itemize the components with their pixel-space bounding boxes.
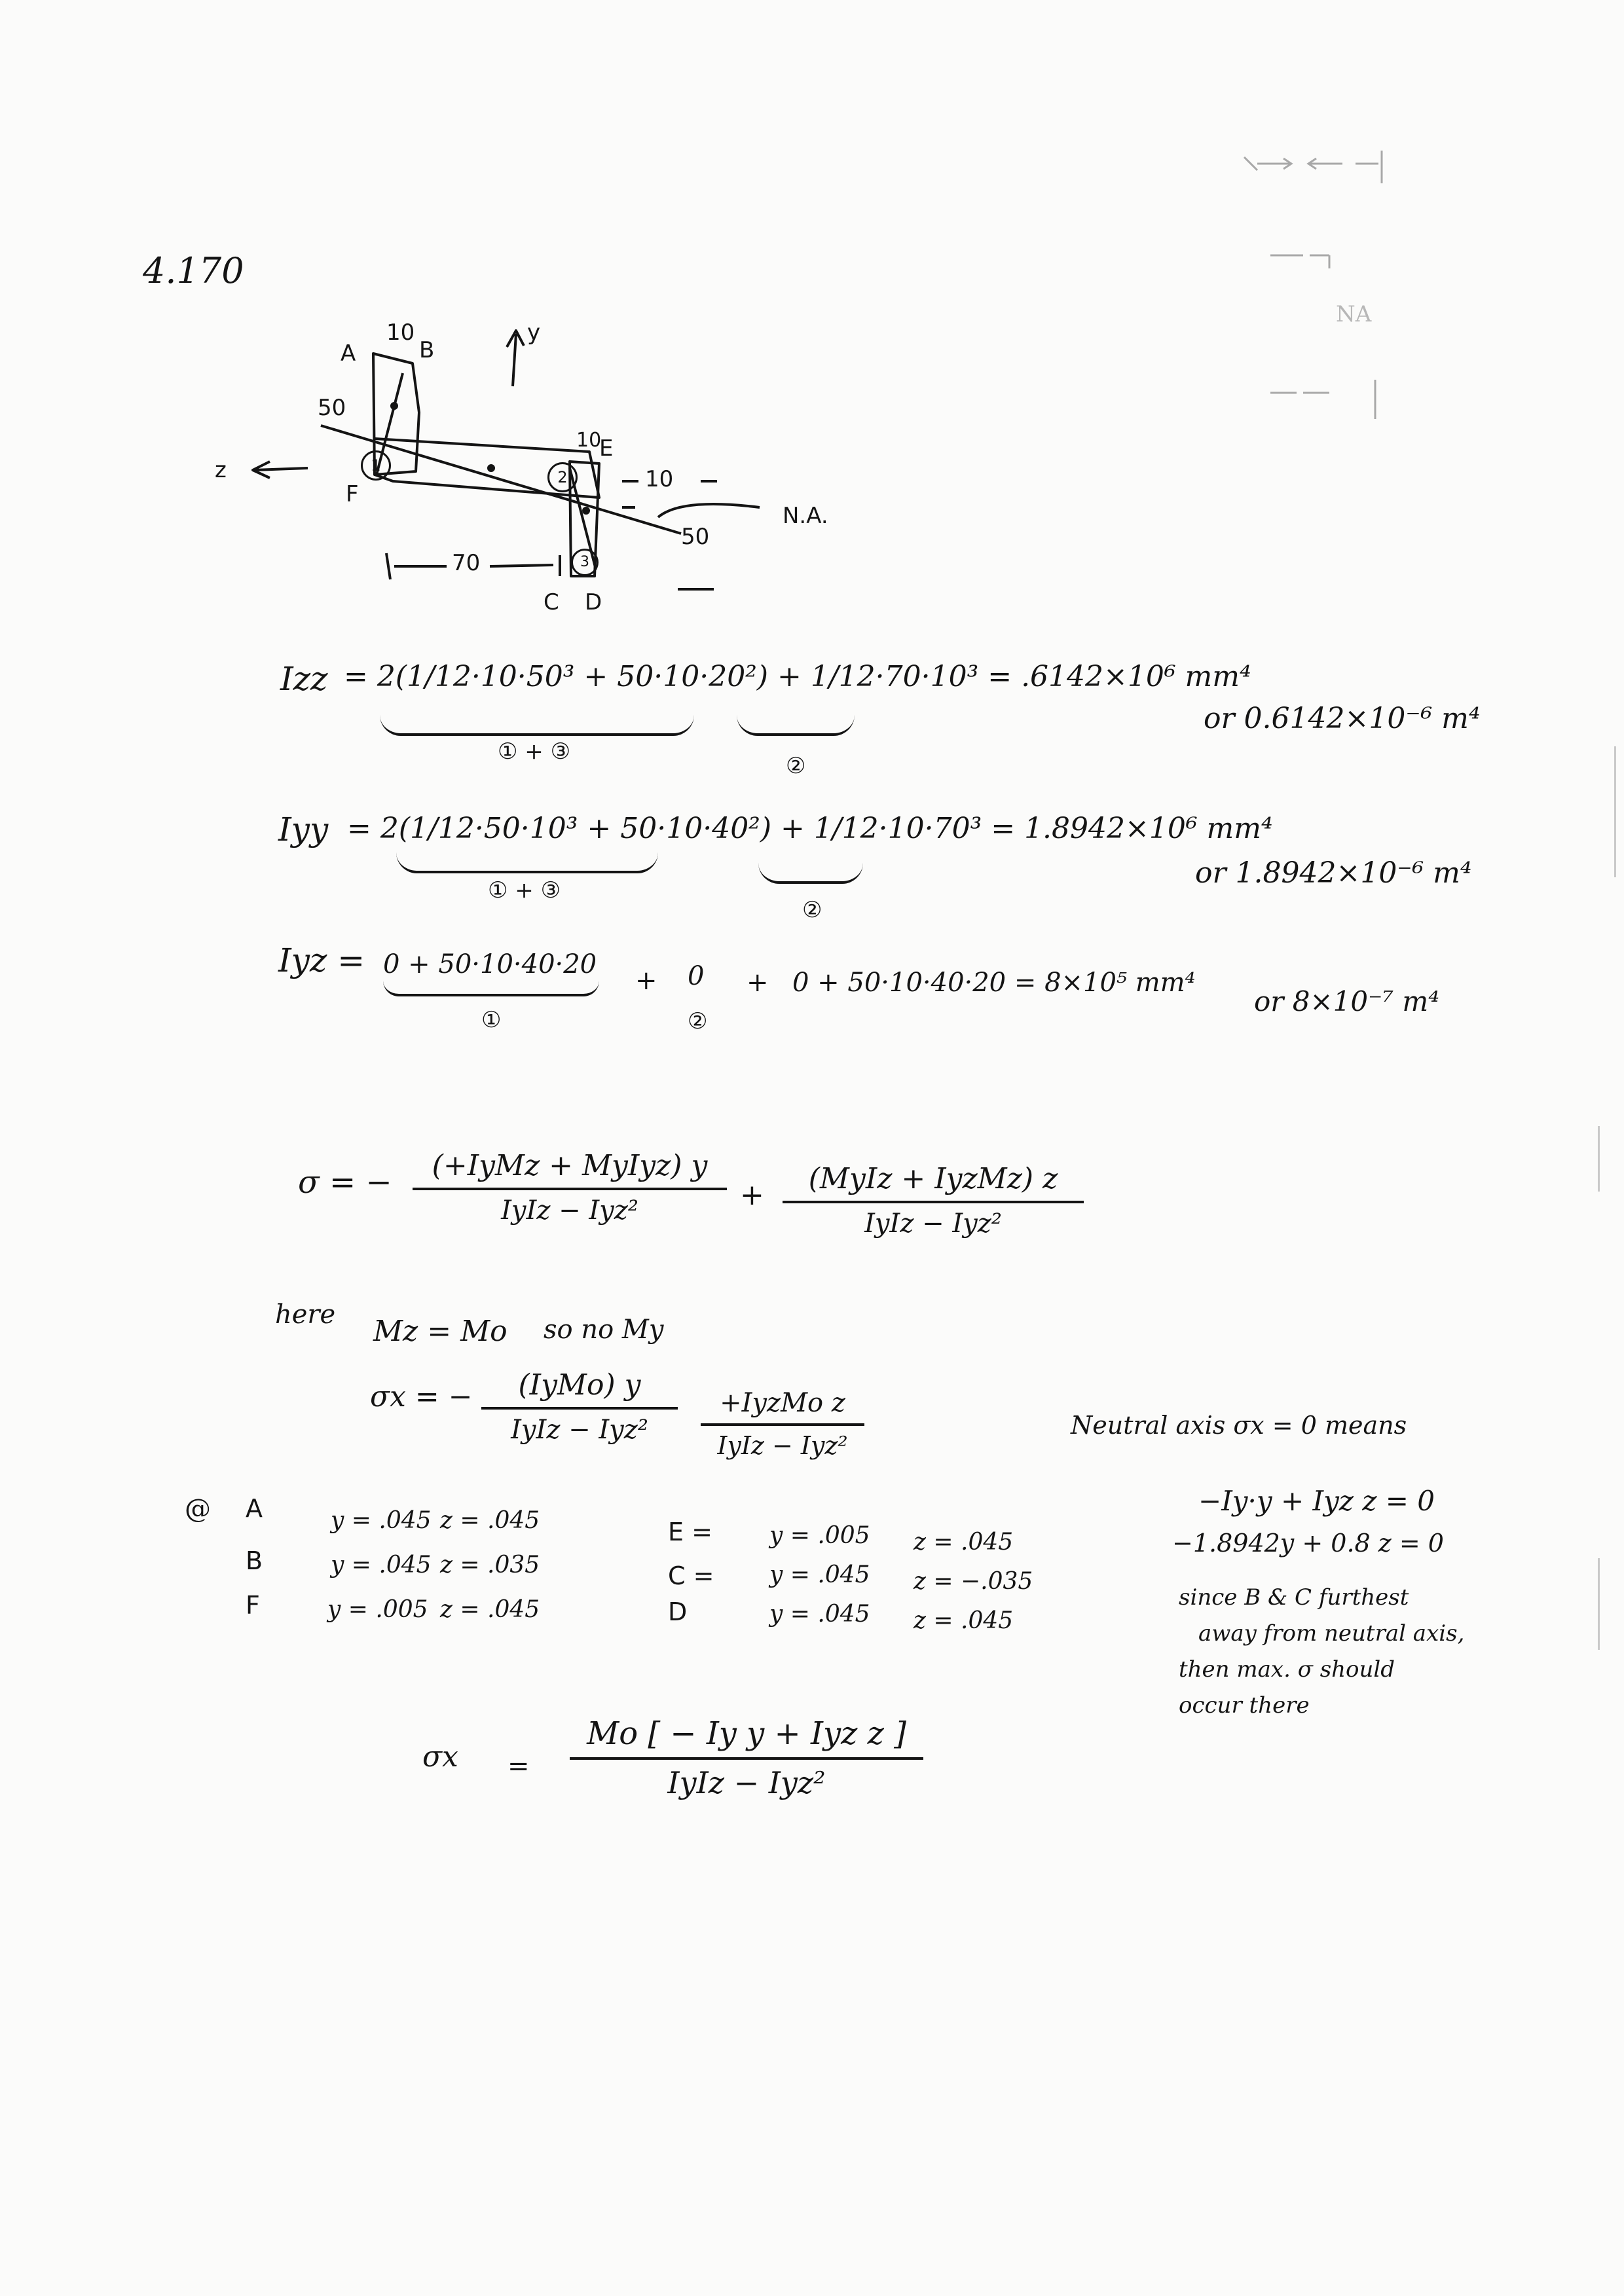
- point-b-y: y = .045: [331, 1552, 432, 1578]
- iyy-alt-units: or 1.8942×10⁻⁶ m⁴: [1195, 856, 1472, 890]
- point-f-y: y = .005: [327, 1596, 428, 1623]
- neutral-axis-eq-1: −Iy·y + Iyz z = 0: [1198, 1485, 1435, 1517]
- fraction-bar: [570, 1757, 923, 1760]
- point-label-c: C: [544, 589, 559, 615]
- point-d-y: y = .045: [769, 1601, 870, 1628]
- final-equals: =: [507, 1751, 530, 1781]
- dim-flange-10: 10: [645, 466, 674, 492]
- point-e-y: y = .005: [769, 1522, 870, 1549]
- point-a-z: z = .045: [440, 1507, 540, 1534]
- point-c-y: y = .045: [769, 1561, 870, 1588]
- izz-brace-2: [737, 715, 855, 736]
- sigma-general-num-1: (+IyMz + MyIyz) y: [432, 1149, 708, 1182]
- final-numerator: Mo [ − Iy y + Iyz z ]: [587, 1715, 906, 1752]
- izz-brace-1-label: ① + ③: [498, 738, 571, 765]
- problem-number: 4.170: [143, 250, 244, 291]
- iyz-plus-1: +: [635, 966, 657, 996]
- fraction-bar: [481, 1407, 678, 1410]
- point-c-z: z = −.035: [913, 1568, 1033, 1595]
- iyz-term-3: 0 + 50·10·40·20 = 8×10⁵ mm⁴: [792, 968, 1196, 998]
- point-b-label: B: [246, 1546, 263, 1575]
- point-c-label: C =: [668, 1561, 714, 1590]
- cross-section-diagram: [196, 301, 851, 615]
- sigma-x-lhs: σx = −: [370, 1380, 473, 1413]
- point-b-z: z = .035: [440, 1552, 540, 1578]
- iyy-lhs: Iyy: [278, 811, 329, 848]
- point-label-f: F: [346, 481, 359, 507]
- iyz-term-2: 0: [688, 961, 705, 991]
- izz-brace-2-label: ②: [786, 753, 806, 779]
- iyz-alt-units: or 8×10⁻⁷ m⁴: [1254, 985, 1440, 1017]
- margin-mark: [1598, 1558, 1600, 1650]
- sigma-x-fraction-2: [701, 1388, 864, 1460]
- axis-z-label: z: [215, 457, 227, 483]
- final-fraction: [570, 1715, 923, 1800]
- izz-lhs: Izz: [280, 660, 328, 698]
- sigma-x-fraction-1: [481, 1368, 678, 1445]
- point-f-label: F: [246, 1591, 260, 1620]
- final-denominator: IyIz − Iyz²: [667, 1765, 826, 1800]
- sigma-general-den-2: IyIz − Iyz²: [864, 1209, 1002, 1239]
- sigma-general-lhs: σ = −: [298, 1164, 392, 1201]
- sigma-general-den-1: IyIz − Iyz²: [501, 1195, 638, 1226]
- na-label: N.A.: [783, 503, 828, 529]
- dim-top-10: 10: [386, 319, 415, 346]
- iyz-term-1: 0 + 50·10·40·20: [383, 949, 597, 979]
- point-f-z: z = .045: [440, 1596, 540, 1623]
- fraction-bar: [413, 1188, 727, 1190]
- iyz-brace-2-label: ②: [688, 1008, 708, 1034]
- here-word: here: [275, 1300, 336, 1330]
- dim-right-50: 50: [681, 524, 710, 550]
- axis-y-label: y: [527, 319, 541, 346]
- neutral-axis-eq-2: −1.8942y + 0.8 z = 0: [1172, 1529, 1444, 1558]
- point-d-z: z = .045: [913, 1607, 1014, 1634]
- fraction-bar: [783, 1201, 1084, 1203]
- sigma-general-fraction-1: [413, 1149, 727, 1226]
- sigma-x-num-1: (IyMo) y: [518, 1368, 641, 1402]
- iyy-brace-1-label: ① + ③: [488, 877, 561, 903]
- dim-web-70: 70: [452, 550, 481, 576]
- iyz-plus-2: +: [747, 968, 769, 998]
- point-label-d: D: [585, 589, 602, 615]
- sigma-general-plus: +: [740, 1178, 764, 1212]
- corner-sketch: [1231, 131, 1493, 445]
- point-label-a: A: [341, 340, 356, 367]
- point-a-label: A: [246, 1494, 263, 1523]
- point-label-e: E: [599, 435, 614, 462]
- point-e-label: E =: [668, 1518, 712, 1546]
- neutral-axis-note-1: since B & C furthest: [1179, 1584, 1409, 1611]
- part-3-marker: 3: [571, 549, 599, 576]
- iyz-brace-1-label: ①: [481, 1007, 502, 1033]
- part-1-marker: 1: [361, 450, 391, 481]
- sigma-x-den-2: IyIz − Iyz²: [717, 1431, 848, 1460]
- izz-brace-1: [380, 715, 694, 736]
- z-axis-arrow: [253, 462, 308, 478]
- corner-na-label: NA: [1336, 301, 1372, 327]
- dim-e-10: 10: [576, 429, 602, 452]
- iyz-brace-1: [383, 981, 599, 996]
- sigma-general-fraction-2: [783, 1162, 1084, 1239]
- here-note: so no My: [544, 1315, 664, 1345]
- izz-expression: = 2(1/12·10·50³ + 50·10·20²) + 1/12·70·10³ = .6142×10⁶ mm⁴: [344, 660, 1251, 693]
- at-sign: @: [185, 1494, 211, 1524]
- neutral-axis-note-2: away from neutral axis,: [1198, 1620, 1465, 1647]
- final-lhs: σx: [422, 1740, 458, 1774]
- iyy-expression: = 2(1/12·50·10³ + 50·10·40²) + 1/12·10·70³ = 1.8942×10⁶ mm⁴: [347, 812, 1273, 845]
- point-label-b: B: [419, 337, 435, 363]
- izz-alt-units: or 0.6142×10⁻⁶ m⁴: [1204, 702, 1481, 735]
- point-d-label: D: [668, 1597, 688, 1626]
- point-a-y: y = .045: [331, 1507, 432, 1534]
- iyy-brace-1: [396, 852, 658, 873]
- iyy-brace-2-label: ②: [802, 897, 822, 923]
- neutral-axis-note-4: occur there: [1179, 1692, 1310, 1719]
- iyy-brace-2: [758, 863, 863, 884]
- here-moment-eq: Mz = Mo: [373, 1315, 507, 1348]
- neutral-axis-title: Neutral axis σx = 0 means: [1071, 1411, 1407, 1440]
- y-axis-arrow: [507, 331, 524, 386]
- sigma-general-num-2: (MyIz + IyzMz) z: [808, 1162, 1058, 1195]
- iyz-lhs: Iyz =: [278, 941, 365, 979]
- point-e-z: z = .045: [913, 1529, 1014, 1556]
- fraction-bar: [701, 1423, 864, 1426]
- neutral-axis-note-3: then max. σ should: [1179, 1656, 1395, 1683]
- margin-mark: [1614, 746, 1616, 877]
- part-2-marker: 2: [547, 462, 578, 492]
- margin-mark: [1598, 1126, 1600, 1192]
- dim-left-50: 50: [318, 395, 346, 421]
- sigma-x-num-2: +IyzMo z: [720, 1388, 845, 1418]
- sigma-x-den-1: IyIz − Iyz²: [511, 1415, 648, 1445]
